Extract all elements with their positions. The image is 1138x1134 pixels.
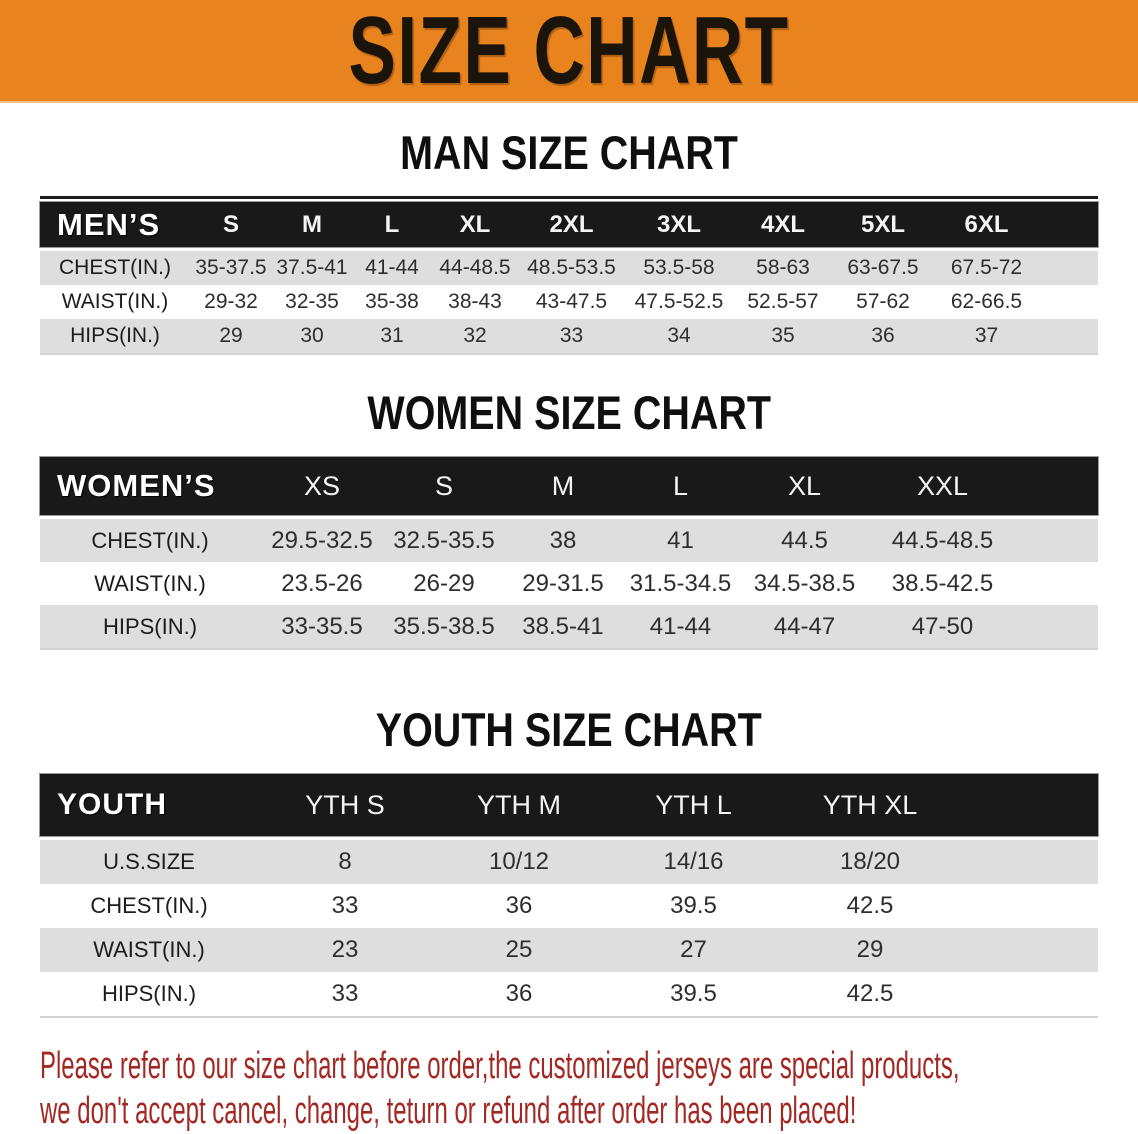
size-value-cell: 38 (549, 526, 577, 554)
size-value-cell: 38.5-41 (522, 612, 604, 640)
size-value-cell: 8 (338, 848, 352, 875)
footer-line-2: we don't accept cancel, change, teturn or refund after order has been placed! (40, 1090, 857, 1132)
table-row (40, 519, 1098, 562)
row-label: U.S.SIZE (103, 849, 195, 874)
women-size-chart-title (0, 385, 1138, 441)
size-value-cell: 67.5-72 (950, 256, 1023, 279)
size-value-cell: 33 (559, 324, 584, 347)
row-label: CHEST(IN.) (91, 527, 209, 553)
size-value-cell: 37 (974, 324, 999, 347)
table-row (40, 884, 1098, 928)
size-value-cell: 10/12 (488, 848, 550, 875)
size-value-cell: 35 (771, 324, 795, 347)
size-column-header: YTH XL (822, 789, 918, 820)
men-size-table (40, 196, 1098, 355)
size-value-cell: 14/16 (663, 848, 724, 875)
size-value-cell: 39.5 (670, 980, 717, 1007)
size-value-cell: 58-63 (756, 256, 810, 279)
size-value-cell: 31.5-34.5 (629, 569, 732, 597)
table-header-row (40, 774, 1098, 836)
size-column-header: XXL (916, 470, 969, 501)
table-row (40, 562, 1098, 605)
table-name: YOUTH (57, 788, 167, 821)
size-column-header: YTH S (305, 789, 385, 820)
table-row (40, 319, 1098, 353)
size-column-header: 6XL (964, 210, 1009, 238)
size-value-cell: 36 (505, 892, 533, 919)
size-value-cell: 36 (505, 980, 533, 1007)
size-value-cell: 48.5-53.5 (527, 256, 616, 279)
size-value-cell: 35-38 (365, 290, 419, 313)
table-name: WOMEN’S (57, 468, 216, 503)
size-value-cell: 44-48.5 (439, 256, 511, 279)
table-header-row (40, 457, 1098, 515)
size-value-cell: 35-37.5 (195, 256, 267, 279)
size-value-cell: 33-35.5 (281, 612, 363, 640)
table-row (40, 928, 1098, 972)
size-value-cell: 33 (331, 980, 359, 1007)
size-value-cell: 23.5-26 (281, 569, 363, 597)
size-value-cell: 29 (856, 936, 884, 963)
footer-line-1: Please refer to our size chart before order,the customized jerseys are special products, (40, 1045, 960, 1087)
size-value-cell: 29 (219, 324, 243, 347)
row-label: HIPS(IN.) (102, 613, 198, 639)
size-column-header: L (672, 470, 689, 501)
size-value-cell: 30 (300, 324, 324, 347)
youth-size-chart-title (0, 702, 1138, 758)
size-column-header: 5XL (860, 210, 905, 238)
row-label: WAIST(IN.) (94, 570, 206, 596)
youth-size-table (40, 774, 1098, 1018)
size-value-cell: 25 (505, 936, 533, 963)
size-value-cell: 36 (871, 324, 895, 347)
size-value-cell: 47-50 (911, 612, 974, 640)
size-value-cell: 41-44 (649, 612, 712, 640)
size-value-cell: 29.5-32.5 (271, 526, 373, 554)
size-value-cell: 38.5-42.5 (891, 569, 994, 597)
table-row (40, 285, 1098, 319)
size-value-cell: 26-29 (413, 569, 475, 597)
banner-title: SIZE CHART (348, 0, 790, 104)
size-value-cell: 32-35 (285, 290, 339, 313)
size-value-cell: 29-32 (204, 290, 258, 313)
size-column-header: 4XL (760, 210, 805, 238)
size-column-header: 2XL (549, 210, 594, 238)
size-value-cell: 44.5 (781, 526, 828, 554)
size-value-cell: 41-44 (365, 256, 419, 279)
size-value-cell: 29-31.5 (522, 569, 604, 597)
size-column-header: YTH L (655, 789, 732, 820)
size-value-cell: 32 (463, 324, 487, 347)
table-row (40, 840, 1098, 884)
table-name: MEN’S (57, 206, 161, 242)
row-label: WAIST(IN.) (93, 937, 205, 962)
size-value-cell: 32.5-35.5 (393, 526, 495, 554)
size-value-cell: 42.5 (846, 980, 894, 1007)
size-value-cell: 41 (667, 526, 694, 554)
size-value-cell: 37.5-41 (276, 256, 348, 279)
row-label: HIPS(IN.) (70, 324, 160, 347)
size-column-header: XS (303, 470, 341, 501)
size-value-cell: 35.5-38.5 (393, 612, 495, 640)
size-column-header: S (222, 210, 239, 238)
size-column-header: YTH M (477, 789, 561, 820)
size-value-cell: 39.5 (670, 892, 717, 919)
women-size-chart-title-text: WOMEN SIZE CHART (367, 386, 771, 439)
size-value-cell: 31 (380, 324, 404, 347)
size-column-header: XL (459, 210, 491, 238)
table-header-row (40, 202, 1098, 247)
size-value-cell: 33 (331, 892, 359, 919)
size-value-cell: 38-43 (448, 290, 502, 313)
man-size-chart-title (0, 125, 1138, 181)
size-value-cell: 44.5-48.5 (891, 526, 994, 554)
size-value-cell: 52.5-57 (747, 290, 819, 313)
size-value-cell: 27 (680, 936, 707, 963)
size-value-cell: 34.5-38.5 (753, 569, 856, 597)
size-value-cell: 43-47.5 (535, 290, 608, 313)
women-size-table (40, 457, 1098, 650)
row-label: CHEST(IN.) (90, 893, 208, 918)
table-row (40, 251, 1098, 285)
row-label: CHEST(IN.) (59, 256, 171, 279)
size-column-header: 3XL (656, 210, 701, 238)
size-value-cell: 57-62 (856, 290, 910, 313)
size-column-header: XL (787, 470, 822, 501)
size-value-cell: 34 (667, 324, 691, 347)
size-value-cell: 42.5 (846, 892, 894, 919)
row-label: WAIST(IN.) (61, 290, 169, 313)
banner (0, 0, 1138, 103)
youth-size-chart-title-text: YOUTH SIZE CHART (375, 703, 763, 756)
size-value-cell: 62-66.5 (950, 290, 1023, 313)
size-value-cell: 53.5-58 (643, 256, 715, 279)
size-column-header: L (384, 210, 400, 238)
size-value-cell: 63-67.5 (847, 256, 919, 279)
size-value-cell: 23 (331, 936, 359, 963)
footer-note (40, 1044, 1138, 1134)
row-label: HIPS(IN.) (101, 981, 197, 1006)
size-value-cell: 44-47 (773, 612, 836, 640)
table-row (40, 605, 1098, 648)
size-value-cell: 47.5-52.5 (634, 290, 724, 313)
size-value-cell: 18/20 (839, 848, 901, 875)
size-column-header: S (434, 470, 453, 501)
size-column-header: M (551, 470, 575, 501)
table-row (40, 972, 1098, 1016)
man-size-chart-title-text: MAN SIZE CHART (400, 126, 738, 179)
size-column-header: M (302, 210, 322, 238)
